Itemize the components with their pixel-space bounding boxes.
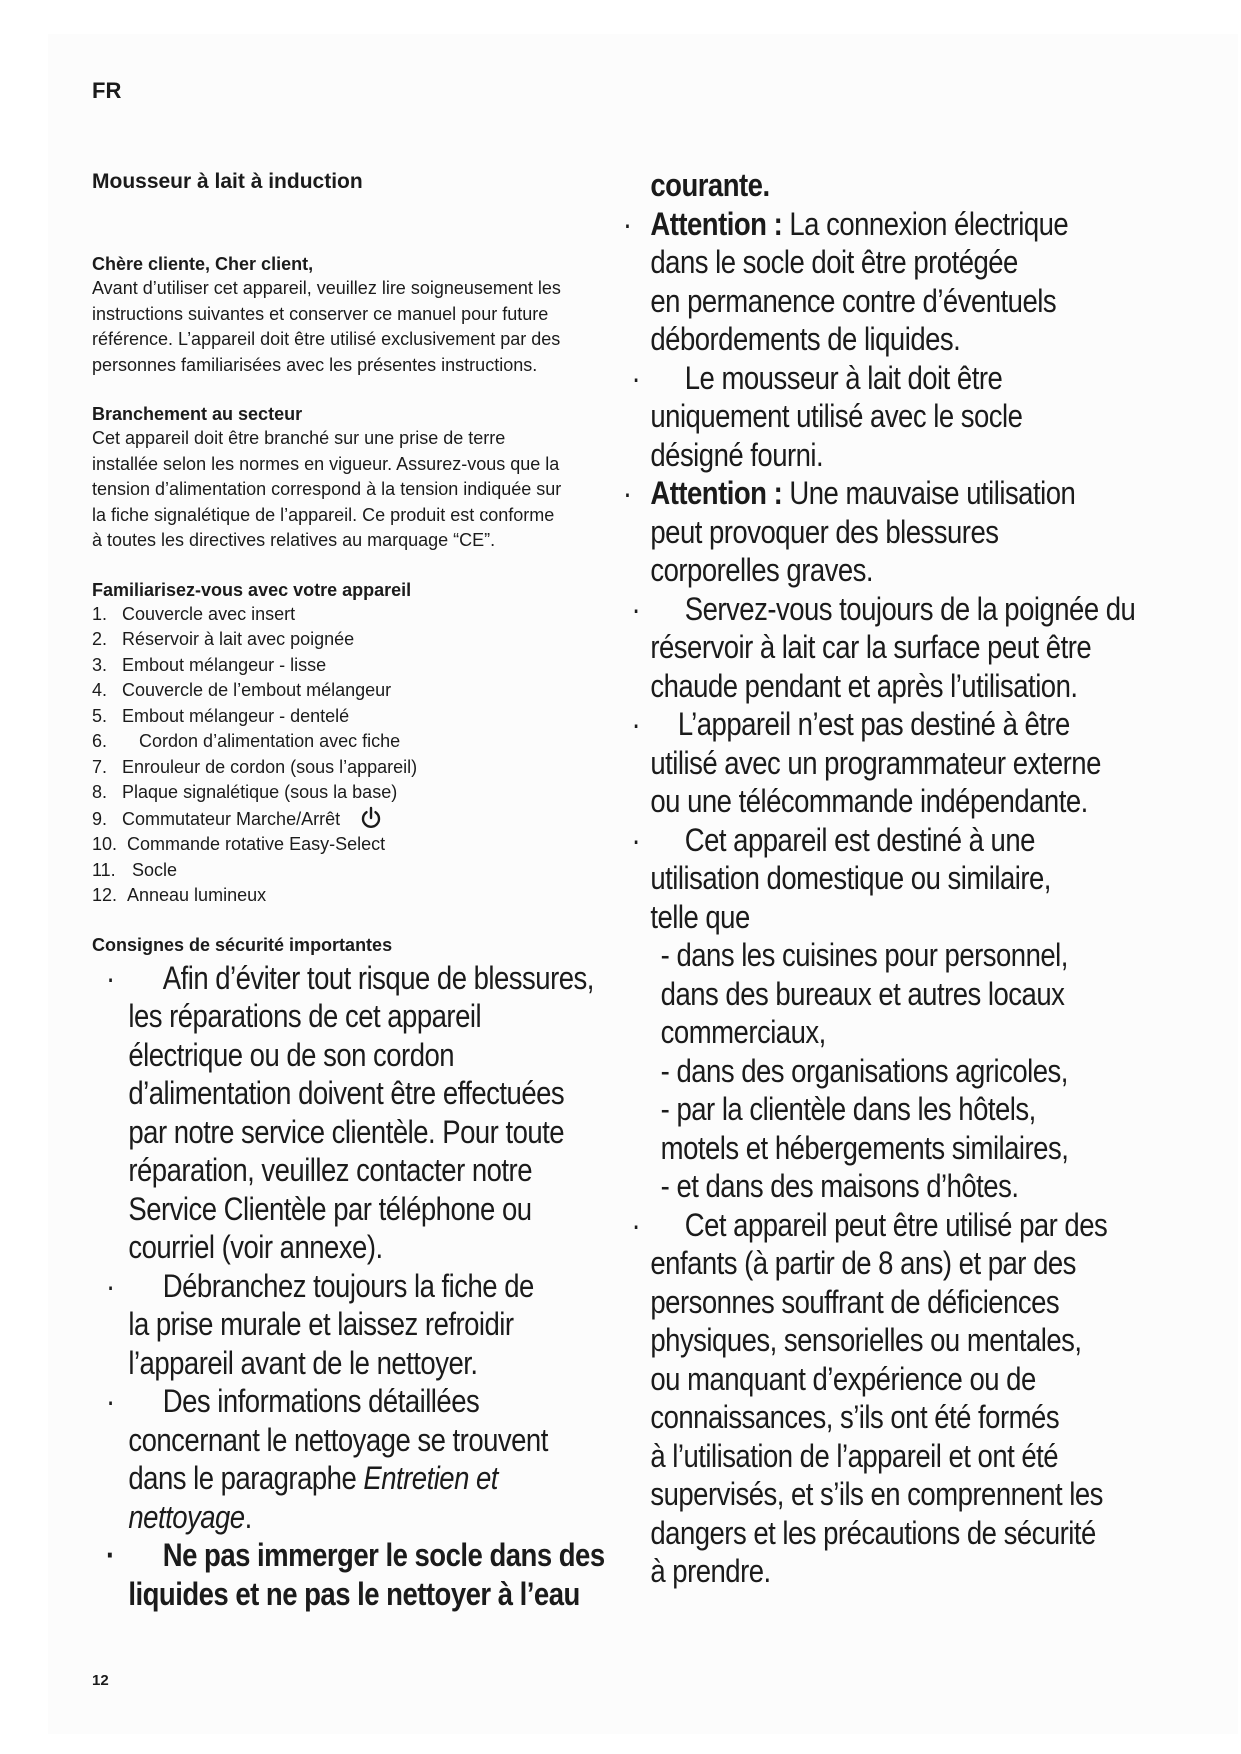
familiarisez-heading: Familiarisez-vous avec votre appareil (92, 579, 412, 600)
list-item: 8. Plaque signalétique (sous la base) (92, 782, 398, 802)
branchement-line: à toutes les directives relatives au marquage “CE”. (92, 530, 496, 550)
list-item: 5. Embout mélangeur - dentelé (92, 705, 350, 726)
branchement-heading: Branchement au secteur (92, 404, 303, 424)
consignes-left-text (106, 959, 674, 1614)
safety-item-handle: · Servez-vous toujours de la poignée du réservoir à lait car la surface peut être chaude pendant et après l’utilisation. (631, 590, 1136, 704)
safety-item-immerse: · Ne pas immerger le socle dans des liquides et ne pas le nettoyer à l’eau (106, 1537, 605, 1612)
document-title: Mousseur à lait à induction (92, 170, 363, 193)
safety-item-socle: · Le mousseur à lait doit être uniquement utilisé avec le socle désigné fourni. (631, 359, 1023, 473)
safety-item-timer: · L’appareil n’est pas destiné à être utilisé avec un programmateur externe ou une télécommande indépendante. (631, 706, 1101, 819)
safety-item-attention-connection: · Attention : La connexion électrique dans le socle doit être protégée en permanence contre d’éventuels débordements de liquides. (622, 205, 1069, 357)
list-item: 3. Embout mélangeur - lisse (92, 654, 327, 675)
branchement-section (92, 402, 612, 554)
consignes-heading: Consignes de sécurité importantes (92, 934, 393, 955)
branchement-line: la fiche signalétique de l’appareil. Ce produit est conforme (92, 504, 555, 525)
list-item: 1. Couvercle avec insert (92, 603, 296, 624)
safety-item-unplug: · Débranchez toujours la fiche de la prise murale et laissez refroidir l’appareil avant de le nettoyer. (106, 1267, 534, 1381)
consignes-right-text (622, 166, 1196, 1591)
right-column (622, 166, 1193, 1591)
safety-item-attention-misuse: · Attention : Une mauvaise utilisation peut provoquer des blessures corporelles graves. (622, 475, 1076, 588)
power-icon (359, 806, 383, 830)
branchement-line: tension d’alimentation correspond à la tension indiquée sur (92, 479, 562, 499)
list-item: 11. Socle (92, 859, 178, 880)
domestic-sub-list: - dans les cuisines pour personnel, dans des bureaux et autres locaux commerciaux, - dans des organisations agricoles, - par la clientèle dans les hôtels, motels et hébergements similaires, - et dans des maisons d’hôtes. (660, 937, 1069, 1204)
language-code: FR (92, 78, 122, 103)
list-item: 2. Réservoir à lait avec poignée (92, 629, 355, 649)
branchement-line: installée selon les normes en vigueur. Assurez-vous que la (92, 453, 560, 474)
list-item: 12. Anneau lumineux (92, 885, 267, 905)
continued-text: courante. (650, 167, 770, 203)
parts-list (92, 602, 612, 909)
intro-line: instructions suivantes et conserver ce manuel pour future (92, 303, 549, 324)
familiarisez-section (92, 578, 612, 909)
intro-heading: Chère cliente, Cher client, (92, 254, 314, 274)
safety-item-cleaning: · Des informations détaillées concernant le nettoyage se trouvent dans le paragraphe Entretien et nettoyage. (106, 1383, 548, 1535)
safety-item-domestic: · Cet appareil est destiné à une utilisation domestique ou similaire, telle que - dans les cuisines pour personnel, dans des bureaux et autres locaux commerciaux, - dans des organisations agricoles, - par la clientèle dans les hôtels, motels et hébergements similaires, - et dans des maisons d’hôtes. (628, 821, 1196, 1206)
intro-line: Avant d’utiliser cet appareil, veuillez lire soigneusement les (92, 278, 561, 298)
branchement-line: Cet appareil doit être branché sur une prise de terre (92, 428, 506, 448)
intro-section (92, 252, 612, 378)
safety-item-children: · Cet appareil peut être utilisé par des enfants (à partir de 8 ans) et par des personnes souffrant de déficiences physiques, sensorielles ou mentales, ou manquant d’expérience ou de connaissances, s’ils ont été formés à l’utilisation de l’appareil et ont été supervisés, et s’ils en comprennent les dangers et les précautions de sécurité à prendre. (631, 1206, 1108, 1589)
list-item: 7. Enrouleur de cordon (sous l’appareil) (92, 756, 418, 777)
list-item: 6. Cordon d’alimentation avec fiche (92, 731, 401, 751)
intro-line: personnes familiarisées avec les présentes instructions. (92, 354, 538, 375)
intro-line: référence. L’appareil doit être utilisé exclusivement par des (92, 329, 561, 349)
list-item: 9. Commutateur Marche/Arrêt (92, 806, 612, 833)
consignes-section (92, 933, 612, 1614)
list-item: 10. Commande rotative Easy-Select (92, 834, 386, 854)
safety-item-repairs: · Afin d’éviter tout risque de blessures, les réparations de cet appareil électrique ou de son cordon d’alimentation doivent être effectuées par notre service clientèle. Pour toute réparation, veuillez contacter notre Service Clientèle par téléphone ou courriel (voir annexe). (106, 959, 594, 1265)
page-number: 12 (92, 1672, 109, 1689)
left-column (92, 170, 612, 1613)
list-item: 4. Couvercle de l’embout mélangeur (92, 680, 392, 700)
